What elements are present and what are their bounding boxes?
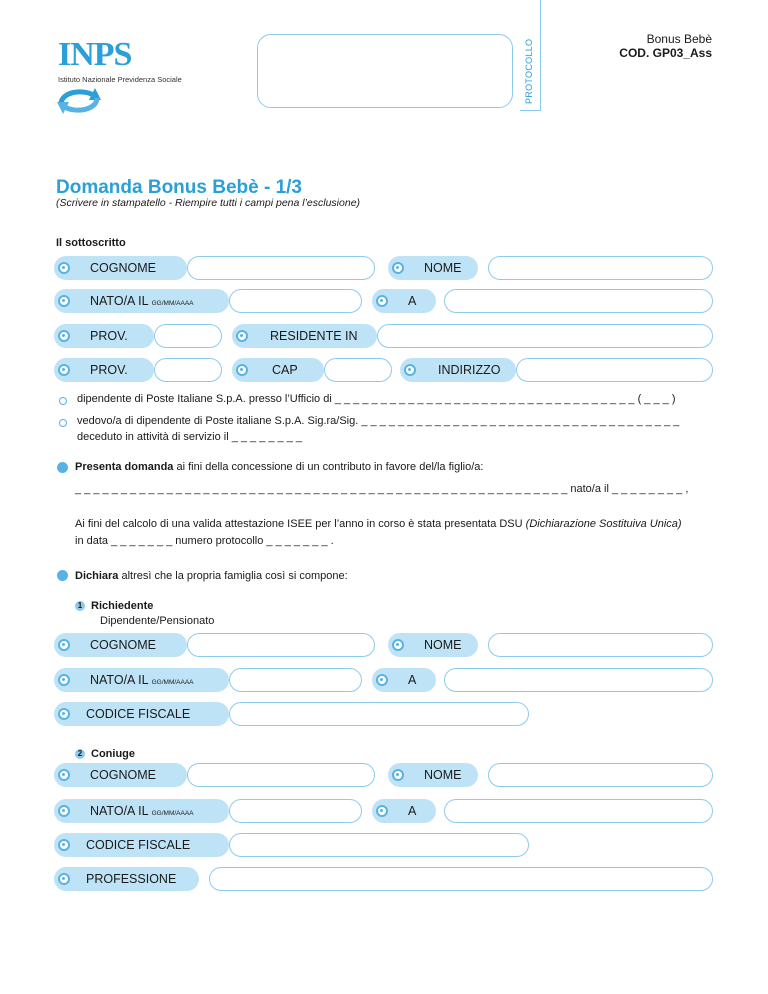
bullet-icon [58,873,70,885]
coniuge-cf-label: CODICE FISCALE [54,833,229,857]
presenta-text: Presenta domanda ai fini della concessione di un contributo in favore del/la figlio/a: [75,461,484,473]
coniuge-luogo-input[interactable] [444,799,713,823]
coniuge-nato-il-input[interactable] [229,799,362,823]
coniuge-professione-input[interactable] [209,867,713,891]
doc-code: COD. GP03_Ass [619,46,712,60]
bullet-icon [236,330,248,342]
option-vedovo-text: vedovo/a di dipendente di Poste italiane S.p.A. Sig.ra/Sig. _ _ _ _ _ _ _ _ _ _ _ _ _ _ _ _ _ _ _ _ _ _ _ _ _ _ _ _ _ _ _ _ _ _ _ [77,415,680,427]
bullet-icon [58,805,70,817]
coniuge-label: Coniuge [91,748,135,760]
bullet-icon [58,639,70,651]
bullet-icon [58,839,70,851]
bullet-icon [236,364,248,376]
protocol-box[interactable] [257,34,513,108]
institute-name: Istituto Nazionale Previdenza Sociale [58,75,182,84]
coniuge-nome-input[interactable] [488,763,713,787]
cap-label: CAP [232,358,324,382]
bullet-icon [392,262,404,274]
richiedente-nome-input[interactable] [488,633,713,657]
residente-label: RESIDENTE IN [232,324,377,348]
bullet-icon [392,639,404,651]
nome-input[interactable] [488,256,713,280]
inps-logo: INPS [58,36,132,73]
coniuge-a-label: A [372,799,436,823]
coniuge-professione-label: PROFESSIONE [54,867,199,891]
doc-name: Bonus Bebè [646,32,712,46]
prov-input[interactable] [154,324,222,348]
indirizzo-input[interactable] [516,358,713,382]
coniuge-cf-input[interactable] [229,833,529,857]
coniuge-cognome-input[interactable] [187,763,375,787]
bullet-icon [58,674,70,686]
bullet-icon [58,295,70,307]
page-subtitle: (Scrivere in stampatello - Riempire tutti i campi pena l’esclusione) [56,197,361,209]
cognome-label: COGNOME [54,256,187,280]
richiedente-label: Richiedente [91,600,154,612]
prov2-label: PROV. [54,358,154,382]
richiedente-nome-label: NOME [388,633,478,657]
richiedente-sub: Dipendente/Pensionato [100,615,215,627]
coniuge-cognome-label: COGNOME [54,763,187,787]
bullet-icon [392,769,404,781]
cap-input[interactable] [324,358,392,382]
luogo-nascita-input[interactable] [444,289,713,313]
richiedente-cf-label: CODICE FISCALE [54,702,229,726]
bullet-icon [58,708,70,720]
richiedente-cf-input[interactable] [229,702,529,726]
richiedente-luogo-input[interactable] [444,668,713,692]
option-dipendente-radio[interactable] [59,397,67,405]
prov-label: PROV. [54,324,154,348]
coniuge-nato-il-label: NATO/A IL GG/MM/AAAA [54,799,229,823]
bullet-icon [404,364,416,376]
cognome-input[interactable] [187,256,375,280]
coniuge-number: 2 [75,749,85,759]
richiedente-cognome-input[interactable] [187,633,375,657]
inps-arrows-icon [55,84,103,118]
nome-label: NOME [388,256,478,280]
bullet-icon [376,674,388,686]
richiedente-a-label: A [372,668,436,692]
a-label: A [372,289,436,313]
indirizzo-label: INDIRIZZO [400,358,516,382]
bullet-icon [376,295,388,307]
residente-input[interactable] [377,324,713,348]
section-dot-icon [57,462,68,473]
page-title: Domanda Bonus Bebè - 1/3 [56,177,302,198]
nato-il-input[interactable] [229,289,362,313]
sottoscritto-label: Il sottoscritto [56,237,126,249]
isee-line1: Ai fini del calcolo di una valida attestazione ISEE per l’anno in corso è stata presentata DSU (Dichiarazione Sostituiva Unica) [75,518,682,530]
option-dipendente-text: dipendente di Poste Italiane S.p.A. presso l’Ufficio di _ _ _ _ _ _ _ _ _ _ _ _ _ _ _ _ _ _ _ _ _ _ _ _ _ _ _ _ _ _ _ _ _ ( _ _ _ ) [77,393,676,405]
prov2-input[interactable] [154,358,222,382]
section-dot-icon [57,570,68,581]
protocol-label: PROTOCOLLO [524,38,534,104]
option-vedovo-deceduto: deceduto in attività di servizio il _ _ _ _ _ _ _ _ [77,431,303,443]
richiedente-nato-il-label: NATO/A IL GG/MM/AAAA [54,668,229,692]
isee-line2: in data _ _ _ _ _ _ _ numero protocollo _ _ _ _ _ _ _ . [75,535,334,547]
figlio-line: _ _ _ _ _ _ _ _ _ _ _ _ _ _ _ _ _ _ _ _ _ _ _ _ _ _ _ _ _ _ _ _ _ _ _ _ _ _ _ _ _ _ _ _ _ _ _ _ _ _ _ _ _ _ nato/a il _ _ _ _ _ _ _ _ , [75,483,689,495]
bullet-icon [376,805,388,817]
bullet-icon [58,364,70,376]
bullet-icon [58,262,70,274]
coniuge-nome-label: NOME [388,763,478,787]
richiedente-nato-il-input[interactable] [229,668,362,692]
richiedente-number: 1 [75,601,85,611]
bullet-icon [58,330,70,342]
richiedente-cognome-label: COGNOME [54,633,187,657]
bullet-icon [58,769,70,781]
option-vedovo-radio[interactable] [59,419,67,427]
nato-il-label: NATO/A IL GG/MM/AAAA [54,289,229,313]
dichiara-text: Dichiara altresì che la propria famiglia così si compone: [75,570,348,582]
